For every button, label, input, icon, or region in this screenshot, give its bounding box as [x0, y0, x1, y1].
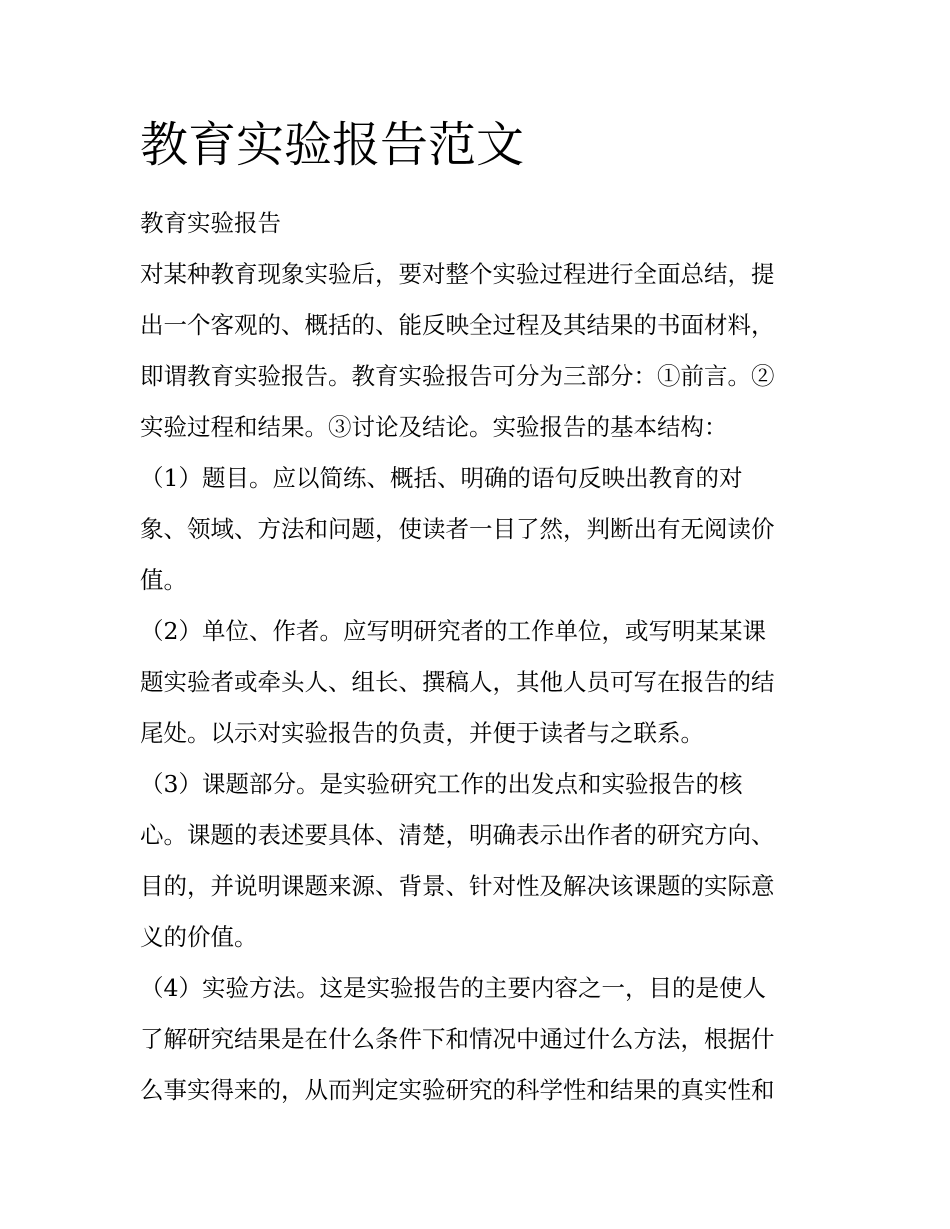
paragraph-line: 对某种教育现象实验后，要对整个实验过程进行全面总结，提 — [140, 260, 775, 288]
paragraph-line: （2）单位、作者。应写明研究者的工作单位，或写明某某课 — [140, 617, 766, 645]
document-title: 教育实验报告范文 — [140, 117, 525, 173]
document-body — [140, 198, 820, 1116]
paragraph-line: 值。 — [140, 566, 187, 594]
paragraph-line: 心。课题的表述要具体、清楚，明确表示出作者的研究方向、 — [140, 821, 775, 849]
paragraph-line: 么事实得来的，从而判定实验研究的科学性和结果的真实性和 — [140, 1076, 775, 1104]
paragraph-line: （3）课题部分。是实验研究工作的出发点和实验报告的核 — [140, 770, 743, 798]
paragraph-line: 题实验者或牵头人、组长、撰稿人，其他人员可写在报告的结 — [140, 668, 775, 696]
paragraph-line: （1）题目。应以简练、概括、明确的语句反映出教育的对 — [140, 464, 743, 492]
paragraph-line: 象、领域、方法和问题，使读者一目了然，判断出有无阅读价 — [140, 515, 775, 543]
paragraph-line: （4）实验方法。这是实验报告的主要内容之一，目的是使人 — [140, 974, 766, 1002]
paragraph-line: 目的，并说明课题来源、背景、针对性及解决该课题的实际意 — [140, 872, 775, 900]
paragraph-line: 出一个客观的、概括的、能反映全过程及其结果的书面材料， — [140, 311, 775, 339]
paragraph-line: 实验过程和结果。③讨论及结论。实验报告的基本结构： — [140, 413, 728, 441]
paragraph-line: 即谓教育实验报告。教育实验报告可分为三部分：①前言。② — [140, 362, 775, 390]
paragraph-line: 尾处。以示对实验报告的负责，并便于读者与之联系。 — [140, 719, 704, 747]
paragraph-line: 了解研究结果是在什么条件下和情况中通过什么方法，根据什 — [140, 1025, 775, 1053]
paragraph-line: 义的价值。 — [140, 923, 258, 951]
section-heading: 教育实验报告 — [140, 209, 281, 237]
